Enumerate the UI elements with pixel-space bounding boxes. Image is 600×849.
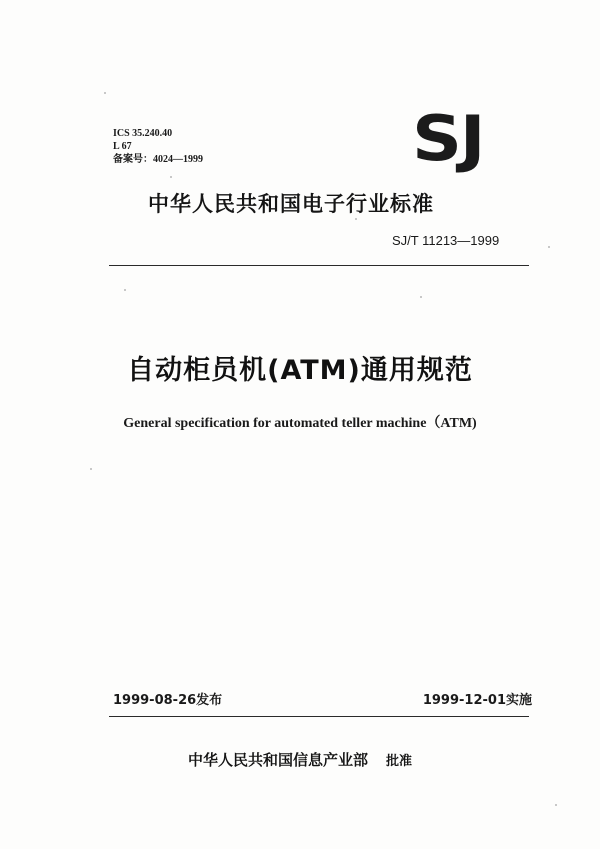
implementation-date: 1999-12-01实施 <box>422 693 532 708</box>
ics-code: ICS 35.240.40 <box>113 128 173 139</box>
top-divider <box>109 265 529 266</box>
scan-speck <box>548 246 550 248</box>
document-title-english: General specification for automated teller machine（ATM) <box>123 416 477 431</box>
standard-number: SJ/T 11213—1999 <box>392 233 500 248</box>
approving-authority: 中华人民共和国信息产业部 <box>187 751 368 769</box>
scan-speck <box>170 176 172 178</box>
approval-line <box>0 749 600 770</box>
filing-number: 备案号：4024—1999 <box>113 154 203 165</box>
approval-action: 批准 <box>386 754 413 769</box>
bottom-divider <box>109 716 529 717</box>
sj-logo: SJ <box>412 102 484 175</box>
scan-speck <box>90 468 92 470</box>
scan-speck <box>355 218 357 220</box>
scan-speck <box>555 804 557 806</box>
ccs-code: L 67 <box>113 141 132 152</box>
classification-codes <box>113 127 203 166</box>
scan-speck <box>104 92 106 94</box>
scan-speck <box>420 296 422 298</box>
document-title-chinese: 自动柜员机(ATM)通用规范 <box>127 355 473 386</box>
scan-speck <box>124 289 126 291</box>
issue-date: 1999-08-26发布 <box>113 693 223 708</box>
standard-organization-title: 中华人民共和国电子行业标准 <box>148 192 434 216</box>
